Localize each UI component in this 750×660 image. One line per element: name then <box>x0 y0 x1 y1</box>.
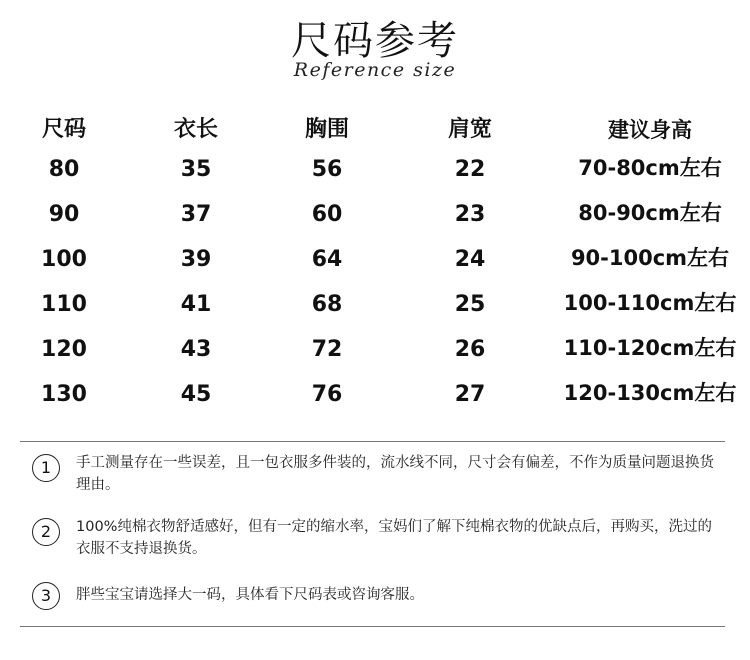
circled-number-icon: 3 <box>32 582 60 610</box>
cell-length: 39 <box>180 247 212 272</box>
cell-shoulder: 23 <box>454 202 486 227</box>
header-shoulder: 肩宽 <box>447 117 492 142</box>
cell-size: 90 <box>48 202 80 227</box>
cell-length: 41 <box>180 292 212 317</box>
divider-top <box>20 441 725 442</box>
cell-shoulder: 24 <box>454 247 486 272</box>
header-height: 建议身高 <box>608 118 692 142</box>
cell-height: 100-110cm左右 <box>563 291 737 315</box>
header-size: 尺码 <box>41 117 86 142</box>
cell-shoulder: 26 <box>454 337 486 362</box>
cell-size: 120 <box>41 337 87 362</box>
note-text: 100%纯棉衣物舒适感好，但有一定的缩水率，宝妈们了解下纯棉衣物的优缺点后，再购买，洗过的衣服不支持退换货。 <box>76 519 712 557</box>
header-chest: 胸围 <box>304 117 349 142</box>
cell-height: 120-130cm左右 <box>563 381 737 405</box>
cell-height: 70-80cm左右 <box>578 156 722 180</box>
cell-shoulder: 22 <box>454 157 486 182</box>
cell-chest: 72 <box>311 337 343 362</box>
cell-length: 35 <box>180 157 212 182</box>
circled-number-icon: 1 <box>32 454 60 482</box>
cell-chest: 60 <box>311 202 343 227</box>
cell-height: 80-90cm左右 <box>578 201 722 225</box>
cell-length: 43 <box>180 337 212 362</box>
note-text: 胖些宝宝请选择大一码，具体看下尺码表或咨询客服。 <box>76 587 424 603</box>
cell-size: 80 <box>48 157 80 182</box>
cell-height: 90-100cm左右 <box>570 246 730 270</box>
cell-size: 130 <box>41 382 87 407</box>
cell-size: 100 <box>41 247 87 272</box>
divider-bottom <box>20 626 725 627</box>
cell-length: 45 <box>180 382 212 407</box>
page-title: 尺码参考 <box>291 18 459 64</box>
page-subtitle: Reference size <box>293 59 457 81</box>
cell-chest: 68 <box>311 292 343 317</box>
cell-chest: 76 <box>311 382 343 407</box>
header-length: 衣长 <box>173 117 218 142</box>
note-text: 手工测量存在一些误差，且一包衣服多件装的，流水线不同，尺寸会有偏差，不作为质量问题退换货理由。 <box>76 455 714 493</box>
cell-chest: 56 <box>311 157 343 182</box>
circled-number-icon: 2 <box>32 518 60 546</box>
cell-length: 37 <box>180 202 212 227</box>
cell-chest: 64 <box>311 247 343 272</box>
cell-size: 110 <box>41 292 87 317</box>
cell-shoulder: 27 <box>454 382 486 407</box>
cell-height: 110-120cm左右 <box>563 336 737 360</box>
cell-shoulder: 25 <box>454 292 486 317</box>
